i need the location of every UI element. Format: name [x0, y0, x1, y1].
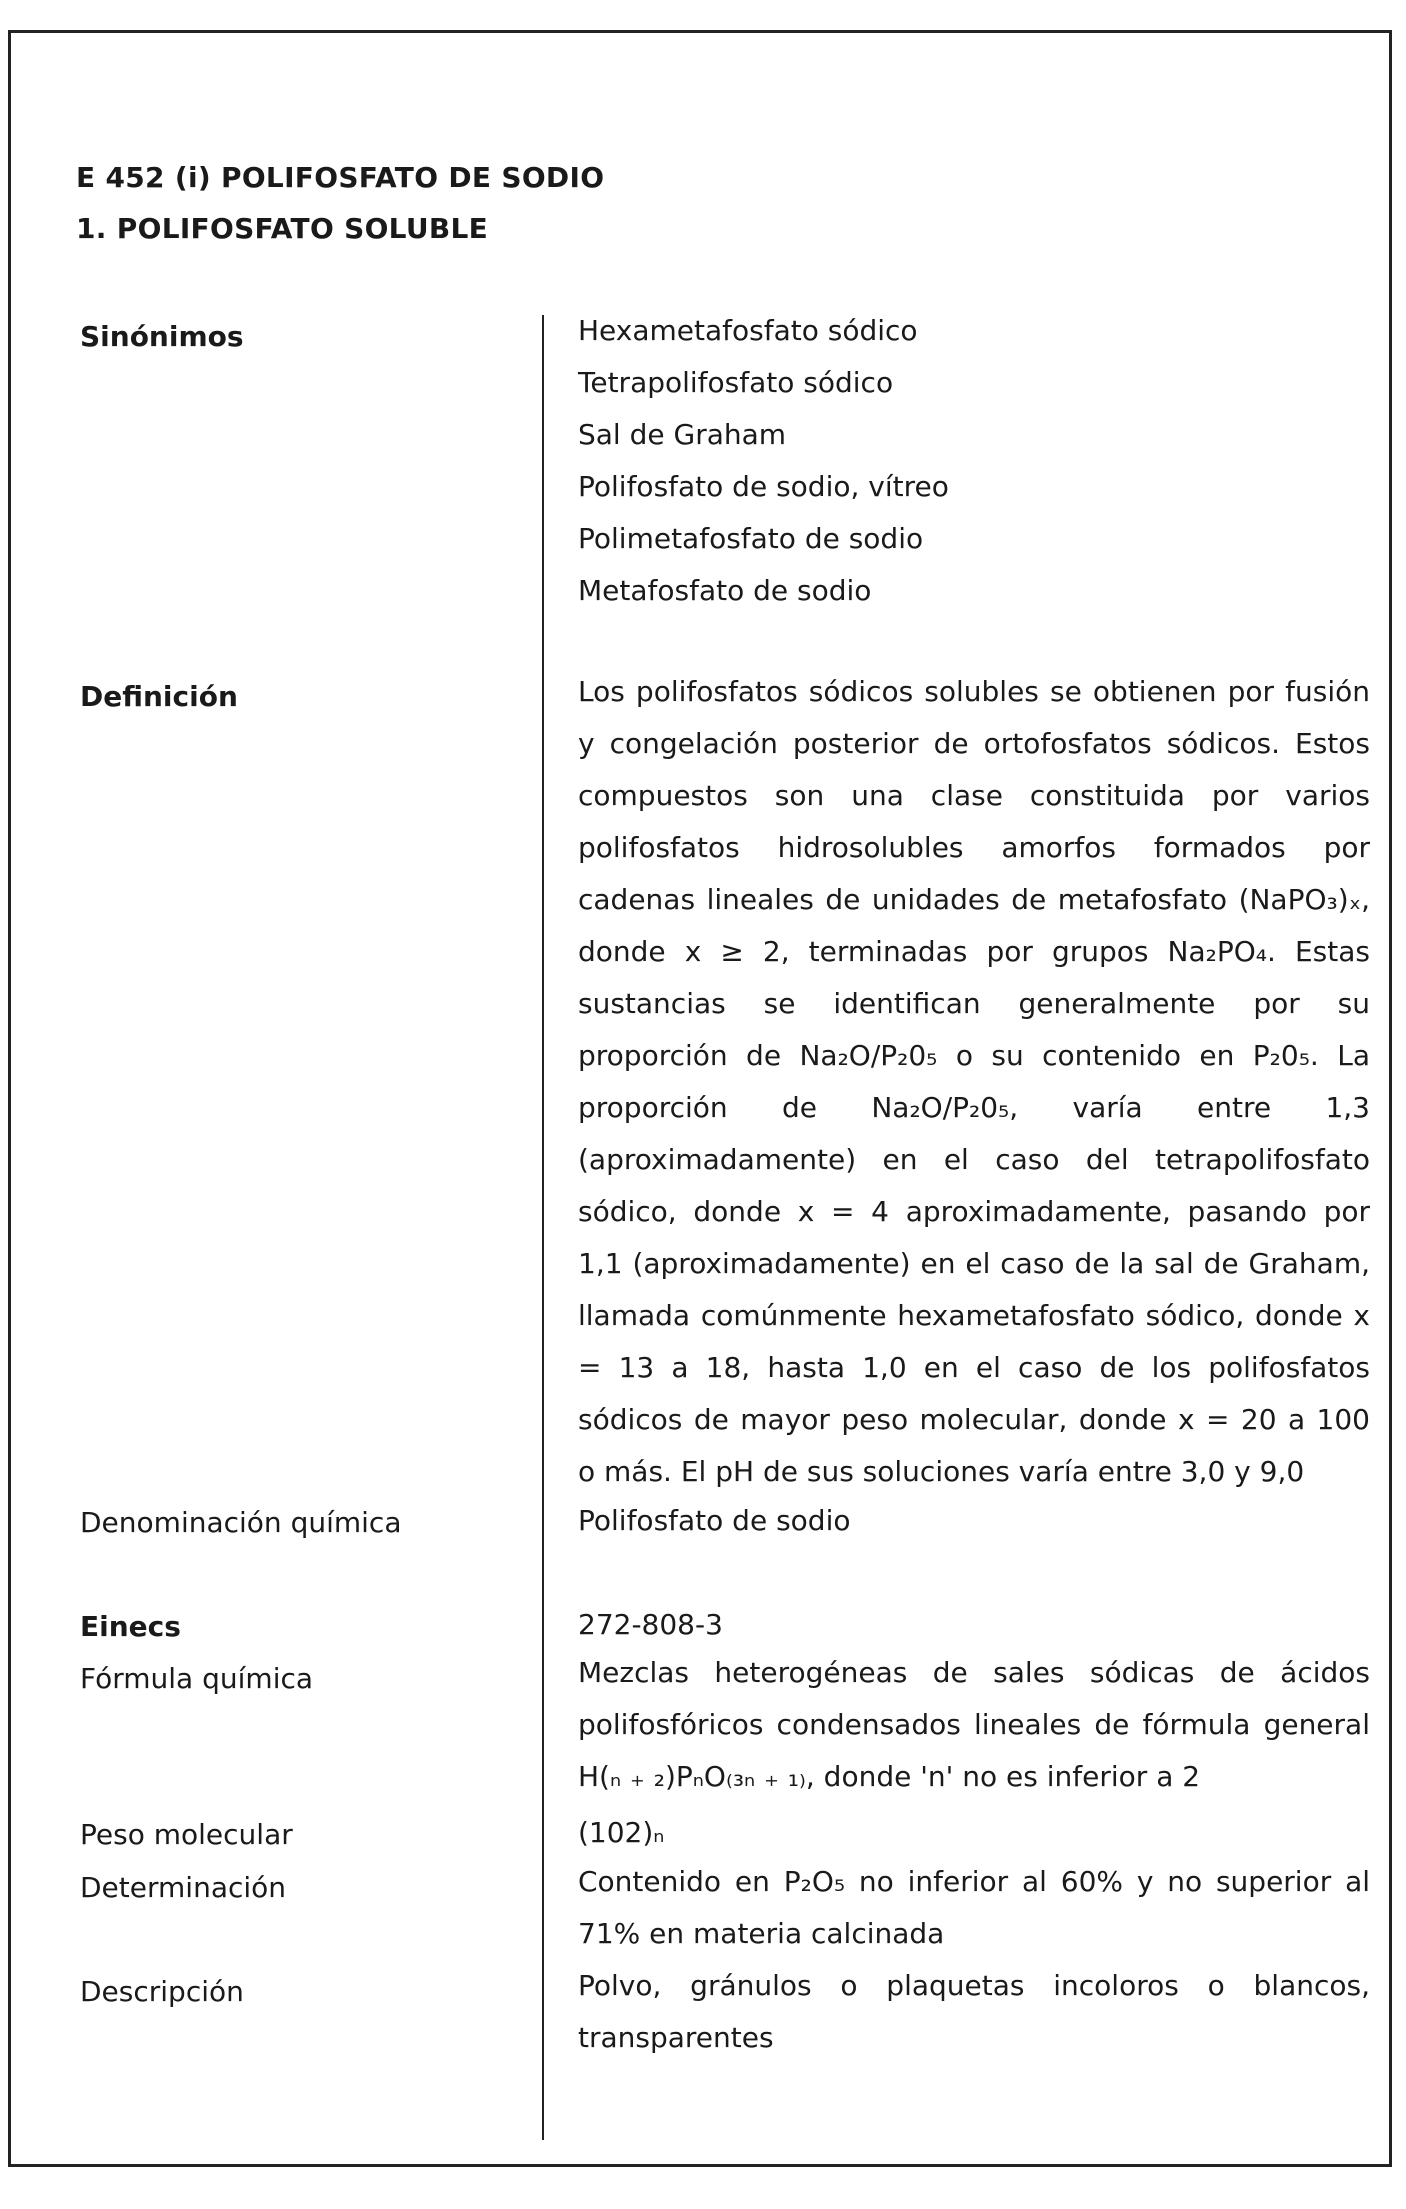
- definicion-line: = 13 a 18, hasta 1,0 en el caso de los polifosfatos: [578, 1351, 1370, 1384]
- einecs-value: 272-808-3: [578, 1608, 723, 1641]
- definicion-text: [578, 666, 1370, 1498]
- definicion-line: Los polifosfatos sódicos solubles se obtienen por fusión: [578, 675, 1370, 708]
- definicion-line: polifosfatos hidrosolubles amorfos formados por: [578, 831, 1370, 864]
- determinacion-line: Contenido en P₂O₅ no inferior al 60% y no superior al: [578, 1865, 1370, 1898]
- definicion-line: sódicos de mayor peso molecular, donde x = 20 a 100: [578, 1403, 1370, 1436]
- sinonimos-label: Sinónimos: [80, 320, 244, 353]
- column-divider: [542, 315, 544, 2140]
- sinonimo-item: Polimetafosfato de sodio: [578, 522, 924, 555]
- definicion-line: compuestos son una clase constituida por varios: [578, 779, 1370, 812]
- formula-text: [578, 1647, 1370, 1803]
- definicion-line: y congelación posterior de ortofosfatos sódicos. Estos: [578, 727, 1370, 760]
- definicion-line: sustancias se identifican generalmente por su: [578, 987, 1370, 1020]
- descripcion-text: [578, 1960, 1370, 2064]
- sinonimo-item: Polifosfato de sodio, vítreo: [578, 470, 949, 503]
- determinacion-label: Determinación: [80, 1871, 287, 1904]
- sinonimo-item: Metafosfato de sodio: [578, 574, 872, 607]
- definicion-line: 1,1 (aproximadamente) en el caso de la sal de Graham,: [578, 1247, 1370, 1280]
- definicion-line: cadenas lineales de unidades de metafosfato (NaPO₃)ₓ,: [578, 883, 1370, 916]
- formula-line: polifosfóricos condensados lineales de fórmula general: [578, 1708, 1370, 1741]
- sinonimo-item: Hexametafosfato sódico: [578, 314, 918, 347]
- einecs-label: Einecs: [80, 1610, 181, 1643]
- peso-label: Peso molecular: [80, 1818, 293, 1851]
- denominacion-label: Denominación química: [80, 1506, 402, 1539]
- descripcion-label: Descripción: [80, 1975, 244, 2008]
- document-title: E 452 (i) POLIFOSFATO DE SODIO: [76, 161, 605, 194]
- definicion-line: (aproximadamente) en el caso del tetrapolifosfato: [578, 1143, 1370, 1176]
- sinonimo-item: Sal de Graham: [578, 418, 787, 451]
- peso-value: (102)ₙ: [578, 1816, 665, 1849]
- denominacion-value: Polifosfato de sodio: [578, 1504, 851, 1537]
- definicion-line: donde x ≥ 2, terminadas por grupos Na₂PO₄. Estas: [578, 935, 1370, 968]
- descripcion-line: transparentes: [578, 2021, 774, 2054]
- sinonimo-item: Tetrapolifosfato sódico: [578, 366, 894, 399]
- descripcion-line: Polvo, gránulos o plaquetas incoloros o blancos,: [578, 1969, 1370, 2002]
- determinacion-line: 71% en materia calcinada: [578, 1917, 945, 1950]
- definicion-line: sódico, donde x = 4 aproximadamente, pasando por: [578, 1195, 1370, 1228]
- section-title: 1. POLIFOSFATO SOLUBLE: [76, 212, 489, 245]
- formula-line: H(ₙ ₊ ₂)PₙO₍₃ₙ ₊ ₁₎, donde 'n' no es inferior a 2: [578, 1760, 1201, 1793]
- definicion-line: proporción de Na₂O/P₂0₅, varía entre 1,3: [578, 1091, 1370, 1124]
- definicion-line: o más. El pH de sus soluciones varía entre 3,0 y 9,0: [578, 1455, 1305, 1488]
- determinacion-text: [578, 1856, 1370, 1960]
- definicion-label: Definición: [80, 680, 238, 713]
- sinonimos-list: [578, 305, 949, 617]
- definicion-line: llamada comúnmente hexametafosfato sódico, donde x: [578, 1299, 1370, 1332]
- formula-line: Mezclas heterogéneas de sales sódicas de ácidos: [578, 1656, 1370, 1689]
- definicion-line: proporción de Na₂O/P₂0₅ o su contenido en P₂0₅. La: [578, 1039, 1370, 1072]
- formula-label: Fórmula química: [80, 1662, 314, 1695]
